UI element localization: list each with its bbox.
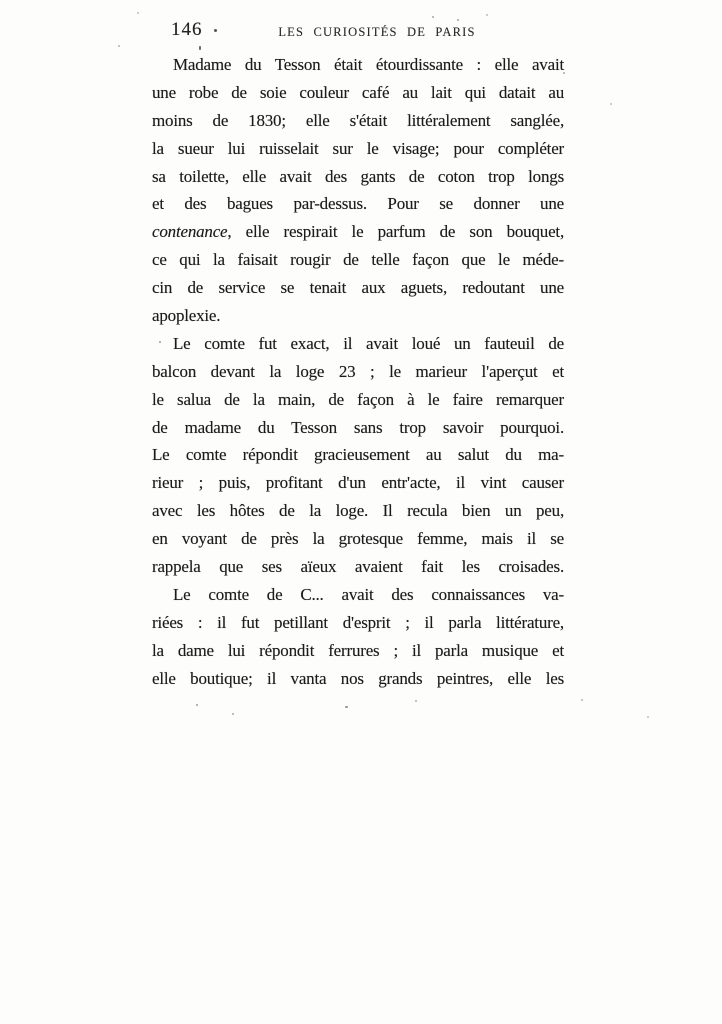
text-segment: , elle respirait le parfum de son bouquet, [227,222,564,242]
page-number: 146 [171,19,203,40]
scan-speck [610,103,612,105]
scan-speck [159,341,161,343]
text-line [152,441,564,469]
text-line [152,79,564,107]
text-segment: la sueur lui ruisselait sur le visage; pour compléter [152,138,564,158]
scan-speck [647,716,649,718]
text-line [152,107,564,135]
text-segment: une robe de soie couleur café au lait qui datait au [152,82,564,102]
text-segment: rieur ; puis, profitant d'un entr'acte, il vint causer [152,473,564,493]
italic-text-segment: contenance [152,222,228,242]
text-segment: avec les hôtes de la loge. Il recula bien un peu, [152,501,564,521]
text-segment: le salua de la main, de façon à le faire remarquer [152,389,564,409]
text-line [152,358,564,386]
text-line [152,553,564,581]
scan-speck [345,706,348,708]
scan-speck [563,72,565,74]
scan-speck [415,700,417,702]
page-header [0,18,722,44]
text-segment: Le comte fut exact, il avait loué un fauteuil de [173,333,564,353]
text-segment: balcon devant la loge 23 ; le marieur l'aperçut et [152,361,564,381]
text-segment: et des bagues par-dessus. Pour se donner une [152,194,564,214]
scan-speck [196,704,198,706]
text-line [152,386,564,414]
text-line [152,274,564,302]
text-line [152,163,564,191]
text-segment: Madame du Tesson était étourdissante : elle avait [173,55,564,74]
text-line [152,525,564,553]
text-segment: elle boutique; il vanta nos grands peintres, elle les [152,668,564,688]
text-line [152,302,564,330]
body-text [152,51,564,692]
text-segment: rappela que ses aïeux avaient fait les croisades. [152,557,564,577]
scan-speck [232,713,234,715]
text-segment: sa toilette, elle avait des gants de coton trop longs [152,166,564,186]
text-line [152,218,564,246]
text-segment: ce qui la faisait rougir de telle façon que le méde- [152,250,564,270]
text-segment: apoplexie. [152,306,221,326]
text-segment: de madame du Tesson sans trop savoir pourquoi. [152,417,564,437]
text-line [152,51,564,79]
text-line [152,469,564,497]
text-segment: cin de service se tenait aux aguets, redoutant une [152,278,564,298]
text-line [152,581,564,609]
text-line [152,414,564,442]
text-segment: riées : il fut petillant d'esprit ; il parla littérature, [152,612,564,632]
text-line [152,637,564,665]
text-line [152,330,564,358]
text-line [152,665,564,693]
text-segment: en voyant de près la grotesque femme, mais il se [152,529,564,549]
text-segment: la dame lui répondit ferrures ; il parla musique et [152,640,564,660]
text-segment: Le comte de C... avait des connaissances va- [173,584,564,604]
text-line [152,135,564,163]
text-segment: moins de 1830; elle s'était littéralement sanglée, [152,110,564,130]
text-line [152,190,564,218]
scan-speck [581,699,583,701]
scan-speck [118,45,120,47]
scan-speck [199,46,201,50]
text-line [152,497,564,525]
scan-speck [486,14,488,16]
scan-speck [457,19,459,21]
text-segment: Le comte répondit gracieusement au salut du ma- [152,445,564,465]
scan-speck [432,16,434,18]
text-line [152,609,564,637]
scan-speck [137,12,139,14]
running-title: LES CURIOSITÉS DE PARIS [278,25,476,39]
scan-speck [214,29,217,32]
text-line [152,246,564,274]
